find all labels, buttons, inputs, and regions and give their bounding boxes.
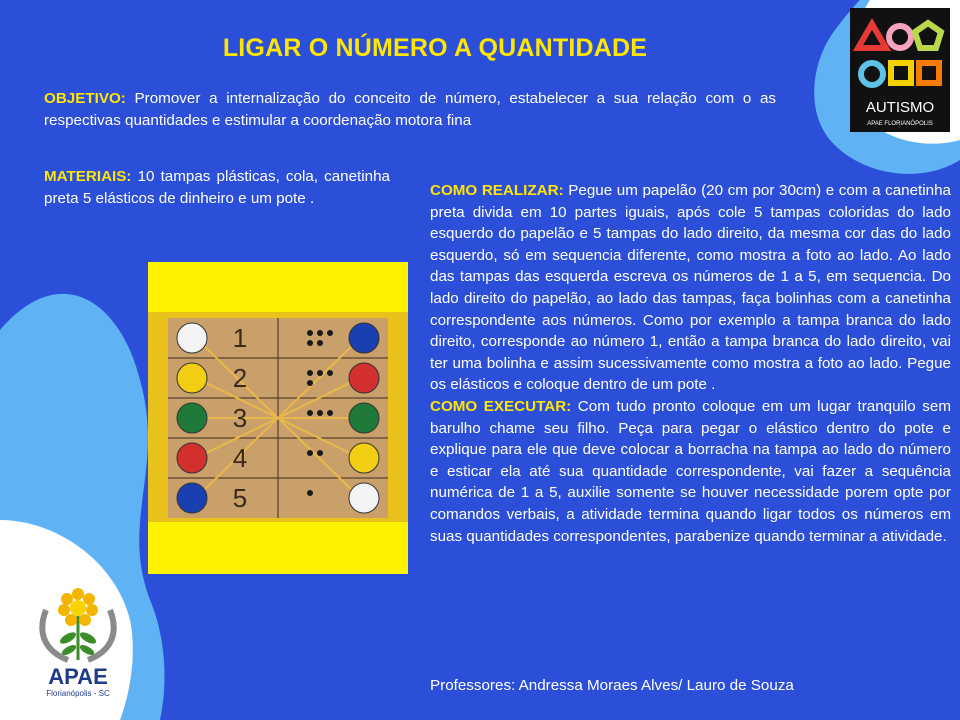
autismo-logo-subtitle: APAE FLORIANÓPOLIS bbox=[867, 121, 933, 127]
quantity-dot bbox=[317, 330, 323, 336]
quantity-dot bbox=[327, 410, 333, 416]
bottle-cap bbox=[349, 483, 379, 513]
quantity-dot bbox=[307, 330, 313, 336]
objective-paragraph bbox=[44, 88, 776, 131]
bottle-cap bbox=[177, 323, 207, 353]
apae-logo bbox=[28, 580, 128, 700]
materials-text: 10 tampas plásticas, cola, canetinha preta 5 elásticos de dinheiro e um pote . bbox=[44, 168, 390, 207]
how-to-make-paragraph bbox=[430, 180, 951, 396]
bottle-cap bbox=[177, 443, 207, 473]
quantity-dot bbox=[307, 340, 313, 346]
number-label: 3 bbox=[232, 403, 248, 433]
number-label: 1 bbox=[232, 323, 248, 353]
autismo-logo-text: AUTISMO bbox=[865, 99, 935, 116]
how-to-execute-paragraph bbox=[430, 396, 951, 547]
instructions-block bbox=[430, 180, 951, 547]
bottle-cap bbox=[349, 323, 379, 353]
bottle-cap bbox=[349, 363, 379, 393]
quantity-dot bbox=[307, 450, 313, 456]
page-title: LIGAR O NÚMERO A QUANTIDADE bbox=[222, 34, 648, 62]
quantity-dot bbox=[307, 370, 313, 376]
materials-label: MATERIAIS: bbox=[44, 168, 132, 185]
apae-logo-text: APAE bbox=[48, 664, 108, 689]
quantity-dot bbox=[327, 370, 333, 376]
bottle-cap bbox=[177, 483, 207, 513]
bottle-cap bbox=[177, 363, 207, 393]
how-to-make-text: Pegue um papelão (20 cm por 30cm) e com a canetinha preta divida em 10 partes iguais, após cole 5 tampas coloridas do lado esquerdo do papelão e 5 tampas do lado direito, da mesma cor das do lado esquerdo, só em sequencia diferente, como mostra a foto ao lado. Ao lado das tampas das esquerda escreva os números de 1 a 5, em sequencia. Do lado direito do papelão, ao lado das tampas, faça bolinhas com a canetinha correspondente aos números. Como por exemplo a tampa branca do lado direito, corresponde ao número 1, então a tampa branca do lado direito, vai ter uma bolinha e assim sucessivamente como mostra a foto ao lado. Pegue os elásticos e coloque dentro de um pote . bbox=[430, 182, 951, 394]
quantity-dot bbox=[317, 410, 323, 416]
quantity-dot bbox=[317, 450, 323, 456]
how-to-execute-label: COMO EXECUTAR: bbox=[430, 397, 572, 415]
autismo-logo bbox=[850, 8, 950, 132]
quantity-dot bbox=[317, 370, 323, 376]
quantity-dot bbox=[307, 380, 313, 386]
number-label: 4 bbox=[232, 443, 248, 473]
quantity-dot bbox=[317, 340, 323, 346]
objective-text: Promover a internalização do conceito de número, estabelecer a sua relação com o as respectivas quantidades e estimular a coordenação motora fina bbox=[44, 90, 776, 129]
bottle-cap bbox=[349, 443, 379, 473]
apae-logo-subtitle: Florianópolis - SC bbox=[46, 689, 110, 698]
how-to-make-label: COMO REALIZAR: bbox=[430, 182, 564, 199]
objective-label: OBJETIVO: bbox=[44, 90, 126, 107]
quantity-dot bbox=[307, 490, 313, 496]
quantity-dot bbox=[307, 410, 313, 416]
materials-paragraph bbox=[44, 166, 390, 209]
quantity-dot bbox=[327, 330, 333, 336]
bottle-cap bbox=[177, 403, 207, 433]
bottle-cap bbox=[349, 403, 379, 433]
how-to-execute-text: Com tudo pronto coloque em um lugar tranquilo sem barulho chame seu filho. Peça para pegar o elástico dentro do pote e explique para ele que deve colocar a borracha na tampa ao lado do número e esticar ela até sua quantidade correspondente, vai fazer a sequência numérica de 1 a 5, auxilie somente se houver necessidade porem opte por comandos verbais, a atividade termina quando ligar todos os números em suas quantidades correspondentes, parabenize quando terminar a atividade. bbox=[430, 397, 951, 545]
teachers-credit: Professores: Andressa Moraes Alves/ Lauro de Souza bbox=[430, 677, 794, 694]
number-label: 2 bbox=[232, 363, 248, 393]
activity-photo bbox=[148, 262, 408, 574]
number-label: 5 bbox=[232, 483, 248, 513]
